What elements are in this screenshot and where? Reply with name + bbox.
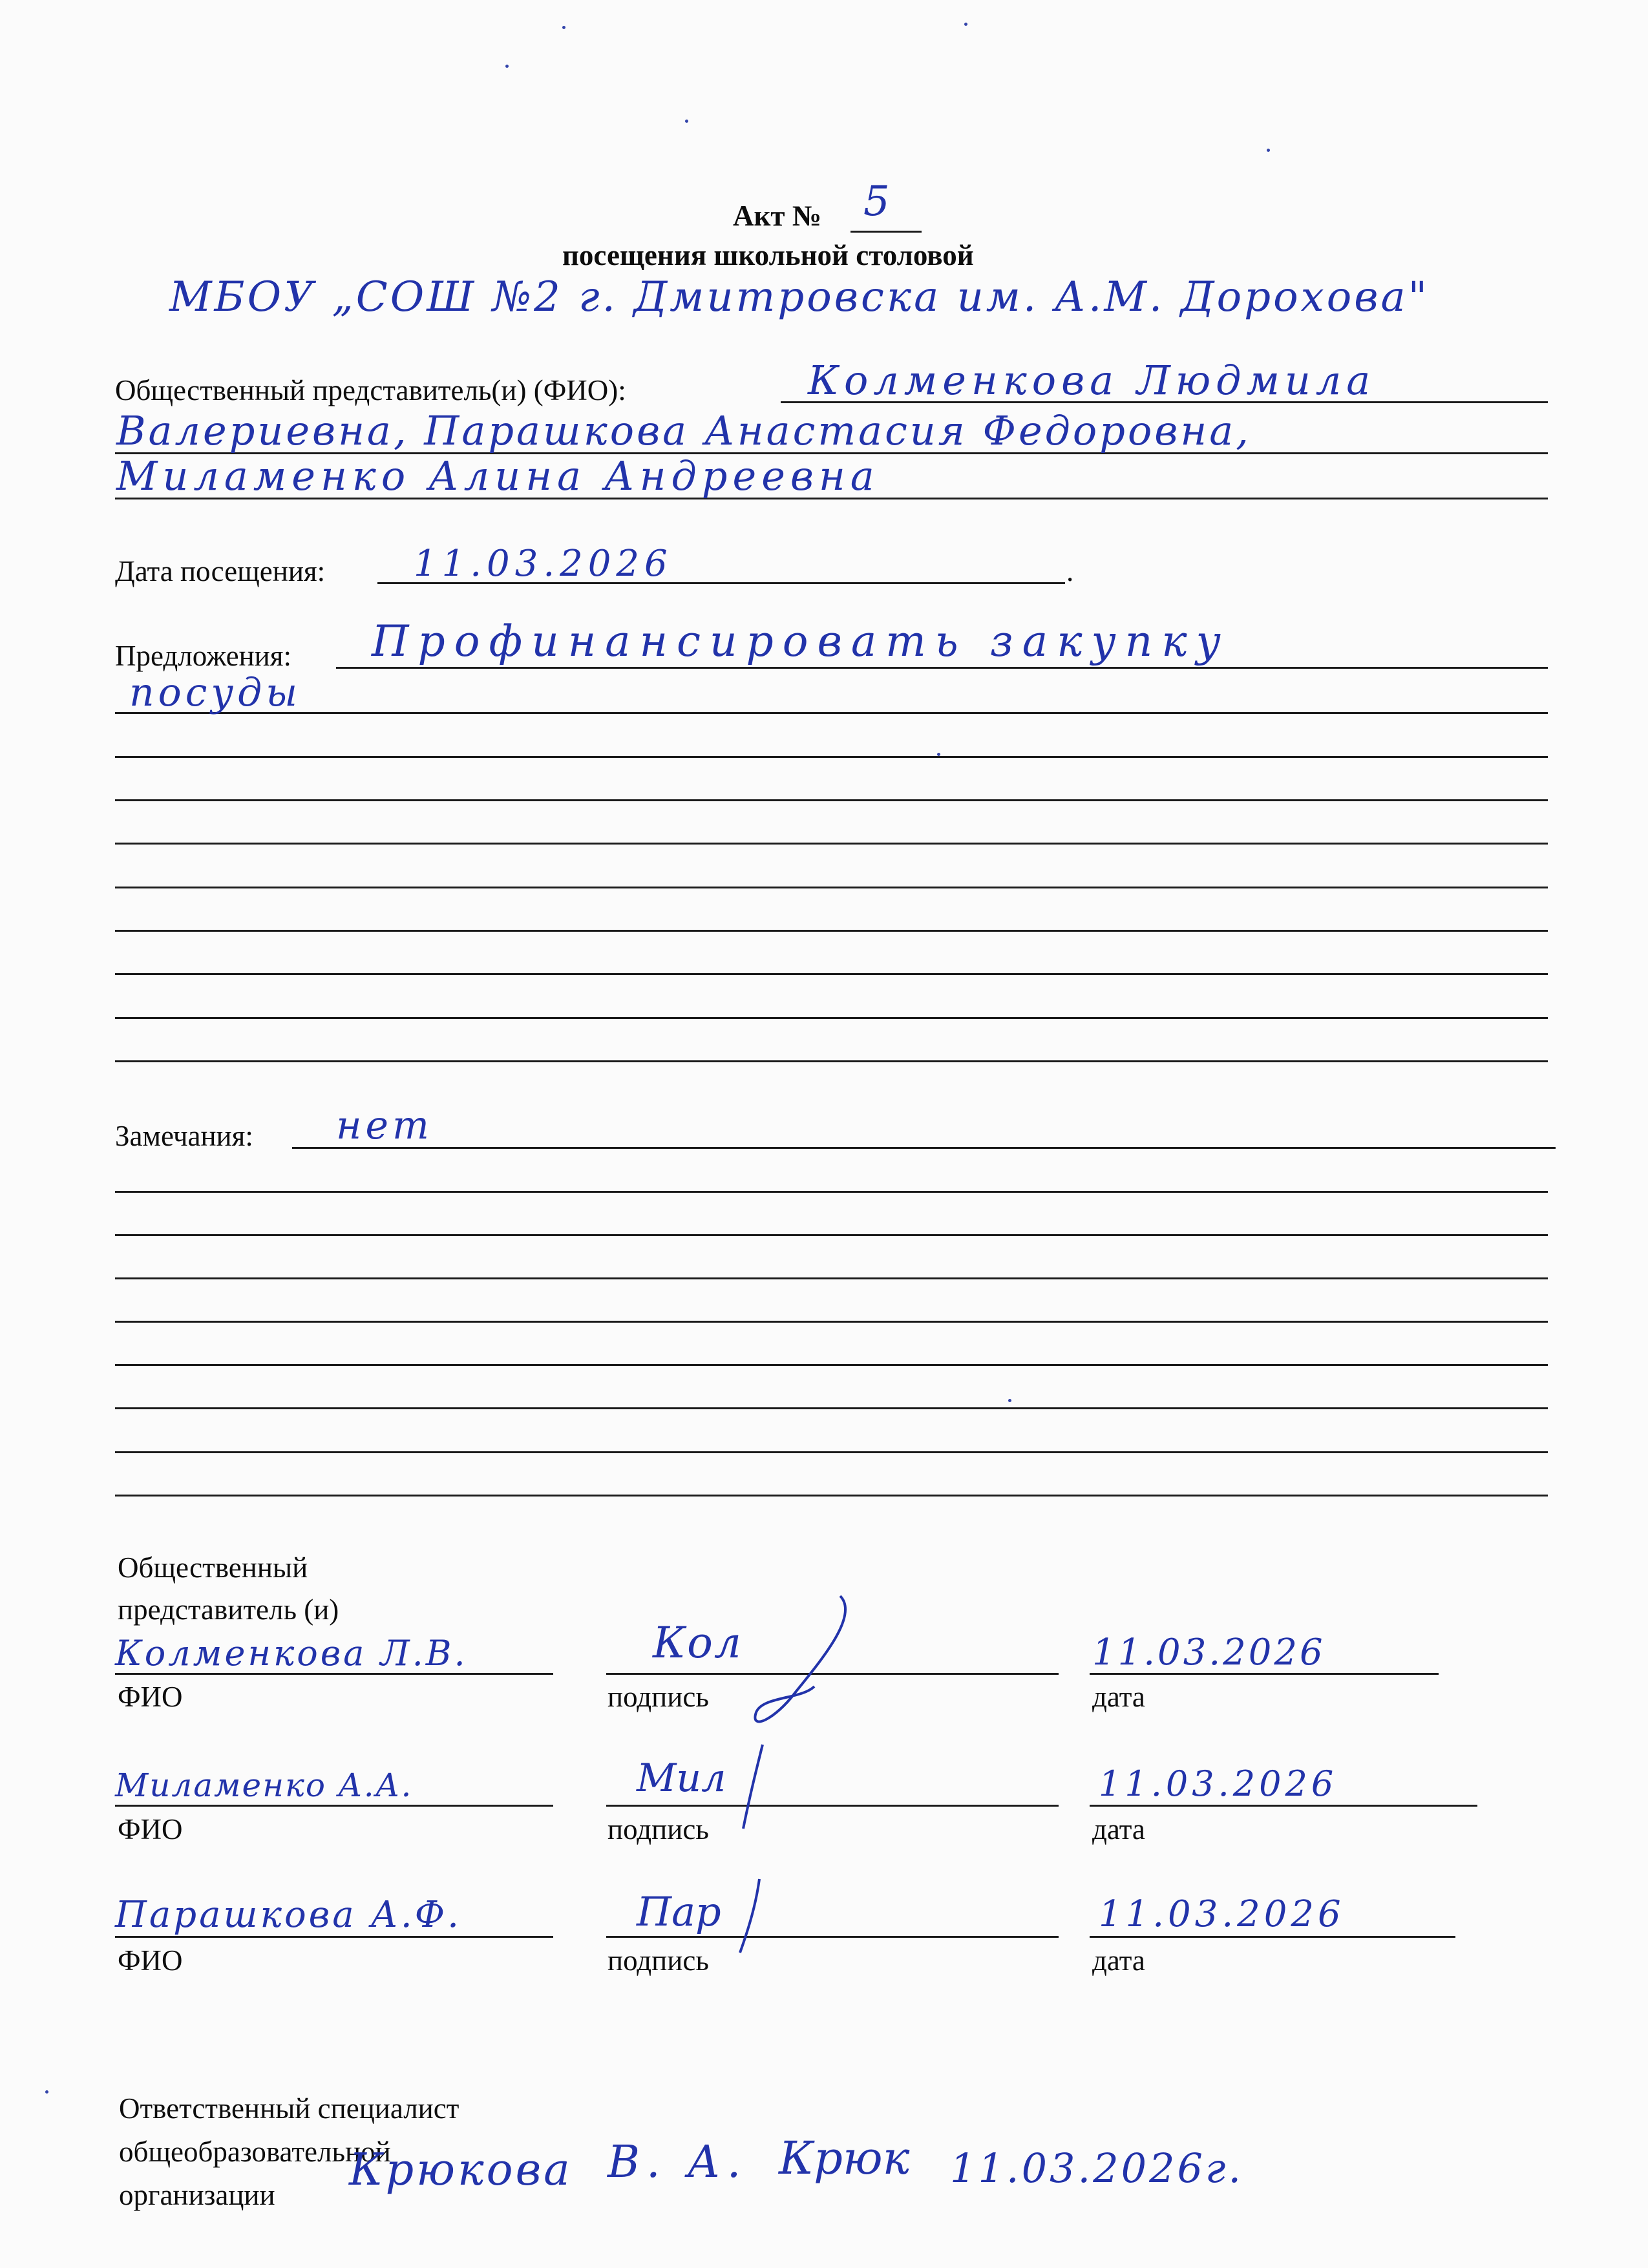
date-caption: дата: [1092, 1813, 1145, 1845]
specialist-initials: В. А.: [607, 2137, 748, 2188]
signature-line: [606, 1805, 1059, 1807]
proposals-blank-line: [115, 756, 1548, 758]
act-number-line: [850, 231, 922, 233]
date-caption: дата: [1092, 1681, 1145, 1713]
fio-line: [115, 1805, 553, 1807]
proposals-value-line-1: Профинансировать закупку: [372, 616, 1230, 666]
remarks-blank-line: [115, 1451, 1548, 1453]
date-value-3: 11.03.2026: [1099, 1893, 1345, 1935]
scan-speck: [1267, 149, 1270, 152]
date-line: [1090, 1805, 1477, 1807]
signature-flourish-3: [721, 1874, 772, 1958]
visit-date-label: Дата посещения:: [115, 555, 326, 587]
act-subtitle: посещения школьной столовой: [562, 239, 974, 271]
signature-value-1: Кол: [653, 1618, 743, 1668]
remarks-blank-line: [115, 1277, 1548, 1279]
scan-speck: [1008, 1399, 1011, 1402]
scan-speck: [562, 26, 565, 29]
fio-caption: ФИО: [118, 1944, 183, 1977]
proposals-blank-line: [115, 1060, 1548, 1062]
specialist-date: 11.03.2026г.: [950, 2145, 1244, 2192]
remarks-value: нет: [336, 1103, 433, 1148]
specialist-signature: Крюк: [779, 2132, 910, 2185]
remarks-label: Замечания:: [115, 1120, 253, 1152]
specialist-label-line-3: организации: [119, 2179, 275, 2211]
remarks-blank-line: [115, 1321, 1548, 1323]
remarks-blank-line: [115, 1234, 1548, 1236]
date-line: [1090, 1936, 1455, 1938]
date-caption: дата: [1092, 1944, 1145, 1977]
signature-value-2: Мил: [637, 1756, 726, 1801]
proposals-blank-line: [115, 973, 1548, 975]
signature-caption: подпись: [607, 1944, 709, 1977]
representatives-label: Общественный представитель(и) (ФИО):: [115, 374, 626, 406]
remarks-blank-line: [115, 1191, 1548, 1193]
signatures-heading-line-1: Общественный: [118, 1551, 308, 1584]
proposals-line-1: [336, 667, 1548, 669]
remarks-blank-line: [115, 1407, 1548, 1409]
visit-date-period: .: [1066, 555, 1074, 587]
specialist-name: Крюкова: [349, 2145, 573, 2196]
representatives-value-line-2: Валериевна, Парашкова Анастасия Федоровна,: [116, 407, 1251, 454]
act-title-label: Акт №: [733, 200, 821, 232]
fio-value-3: Парашкова А.Ф.: [115, 1894, 461, 1936]
specialist-label-line-2: общеобразовательной: [119, 2136, 391, 2168]
scan-speck: [964, 23, 967, 26]
fio-value-1: Колменкова Л.В.: [115, 1633, 468, 1674]
signatures-heading-line-2: представитель (и): [118, 1593, 339, 1626]
proposals-line-2: [115, 712, 1548, 714]
representatives-value-line-1: Колменкова Людмила: [808, 357, 1376, 404]
proposals-blank-line: [115, 887, 1548, 888]
signature-line: [606, 1936, 1059, 1938]
signature-flourish-1: [743, 1590, 860, 1738]
scan-speck: [505, 65, 509, 68]
signature-value-3: Пар: [637, 1888, 721, 1935]
fio-caption: ФИО: [118, 1813, 183, 1845]
signature-flourish-2: [717, 1738, 776, 1835]
school-name: МБОУ „СОШ №2 г. Дмитровска им. А.М. Дорохова": [169, 273, 1430, 321]
scan-speck: [45, 2090, 48, 2094]
remarks-blank-line: [115, 1364, 1548, 1366]
scan-speck: [685, 120, 688, 123]
date-value-1: 11.03.2026: [1092, 1632, 1326, 1674]
fio-caption: ФИО: [118, 1681, 183, 1713]
proposals-blank-line: [115, 1017, 1548, 1019]
date-value-2: 11.03.2026: [1099, 1763, 1338, 1804]
signature-caption: подпись: [607, 1813, 709, 1845]
visit-date-value: 11.03.2026: [414, 543, 673, 585]
specialist-label-line-1: Ответственный специалист: [119, 2092, 460, 2125]
act-number: 5: [863, 178, 894, 226]
proposals-blank-line: [115, 930, 1548, 932]
remarks-blank-line: [115, 1495, 1548, 1496]
remarks-line-1: [292, 1147, 1556, 1149]
proposals-blank-line: [115, 843, 1548, 845]
fio-line: [115, 1936, 553, 1938]
proposals-value-line-2: посуды: [129, 670, 302, 715]
fio-value-2: Миламенко А.А.: [115, 1767, 413, 1804]
proposals-label: Предложения:: [115, 640, 291, 672]
signature-caption: подпись: [607, 1681, 709, 1713]
representatives-value-line-3: Миламенко Алина Андреевна: [116, 452, 880, 499]
proposals-blank-line: [115, 799, 1548, 801]
